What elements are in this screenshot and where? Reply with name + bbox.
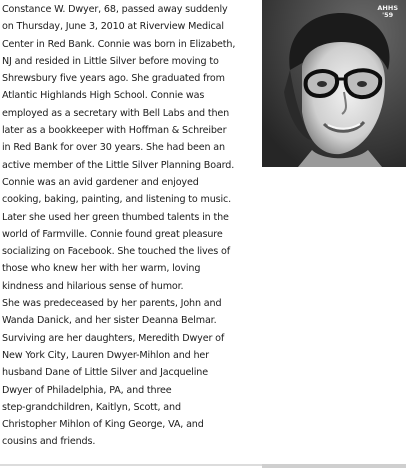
obituary-line: step-grandchildren, Kaitlyn, Scott, and xyxy=(2,401,181,413)
obituary-line: Center in Red Bank. Connie was born in Elizabeth, xyxy=(2,38,236,50)
obituary-line: those who knew her with her warm, loving xyxy=(2,263,201,275)
obituary-line: She was predeceased by her parents, John and xyxy=(2,298,222,310)
portrait-photo xyxy=(262,0,406,167)
obituary-line: active member of the Little Silver Planning Board. xyxy=(2,159,235,171)
obituary-line: Surviving are her daughters, Meredith Dwyer of xyxy=(2,332,225,344)
obituary-line: Constance W. Dwyer, 68, passed away suddenly xyxy=(2,4,228,15)
obituary-text xyxy=(2,1,270,451)
obituary-line: Wanda Danick, and her sister Deanna Belmar. xyxy=(2,315,217,327)
obituary-line: later as a bookkeeper with Hoffman & Schreiber xyxy=(2,125,227,137)
obituary-line: kindness and hilarious sense of humor. xyxy=(2,280,184,292)
photo-bottom-divider xyxy=(262,464,406,468)
obituary-line: New York City, Lauren Dwyer-Mihlon and her xyxy=(2,349,209,361)
obituary-line: in Red Bank for over 30 years. She had been an xyxy=(2,142,225,154)
obituary-line: cooking, baking, painting, and listening to music. xyxy=(2,194,232,206)
obituary-line: husband Dane of Little Silver and Jacqueline xyxy=(2,367,208,379)
obituary-line: Connie was an avid gardener and enjoyed xyxy=(2,176,199,188)
obituary-line: employed as a secretary with Bell Labs and then xyxy=(2,107,230,119)
obituary-line: world of Farmville. Connie found great pleasure xyxy=(2,228,223,240)
bottom-divider xyxy=(0,464,262,466)
obituary-line: socializing on Facebook. She touched the lives of xyxy=(2,246,230,258)
obituary-line: on Thursday, June 3, 2010 at Riverview Medical xyxy=(2,21,224,33)
obituary-line: cousins and friends. xyxy=(2,436,96,448)
obituary-line: NJ and resided in Little Silver before moving to xyxy=(2,55,219,67)
obituary-line: Later she used her green thumbed talents in the xyxy=(2,211,229,223)
photo-caption-line1: AHHS xyxy=(377,4,398,12)
obituary-line: Dwyer of Philadelphia, PA, and three xyxy=(2,384,172,396)
photo-caption-line2: '59 xyxy=(382,11,394,19)
portrait-image xyxy=(262,0,406,167)
obituary-line: Christopher Mihlon of King George, VA, and xyxy=(2,419,204,431)
photo-caption xyxy=(377,5,398,19)
obituary-line: Atlantic Highlands High School. Connie was xyxy=(2,90,205,102)
obituary-line: Shrewsbury five years ago. She graduated from xyxy=(2,73,225,85)
